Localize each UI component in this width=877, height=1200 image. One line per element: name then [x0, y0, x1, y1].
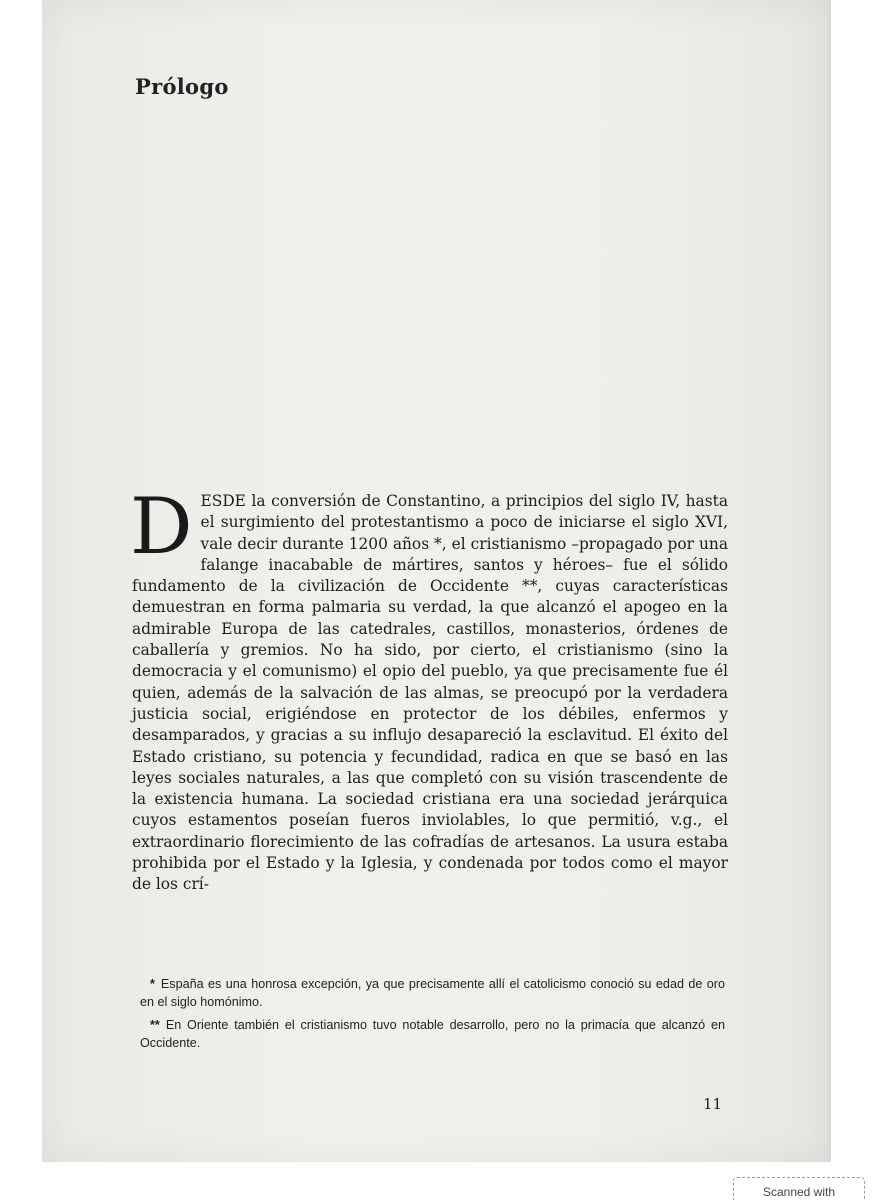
body-paragraph [130, 482, 728, 896]
chapter-title: Prólogo [135, 74, 229, 99]
page-edge [828, 0, 831, 1162]
drop-cap-letter: D [130, 482, 193, 572]
footnote [140, 975, 725, 1011]
scanner-watermark-badge: Scanned with [733, 1177, 865, 1200]
footnotes [140, 975, 725, 1057]
footnote-text: En Oriente también el cristianismo tuvo notable desarrollo, pero no la primacía que alcanzó en Occidente. [140, 1018, 725, 1050]
footnote-mark: ** [150, 1018, 160, 1032]
footnote-mark: * [150, 977, 155, 991]
footnote-text: España es una honrosa excepción, ya que precisamente allí el catolicismo conoció su edad de oro en el siglo homónimo. [140, 977, 725, 1009]
footnote [140, 1016, 725, 1052]
page-number: 11 [703, 1095, 723, 1113]
body-text: ESDE la conversión de Constantino, a principios del siglo IV, hasta el surgimiento del protestantismo a poco de iniciarse el siglo XVI, vale decir durante 1200 años *, el cristianismo –propagado por una falange inacabable de mártires, santos y héroes– fue el sólido fundamento de la civilización de Occidente **, cuyas características demuestran en forma palmaria su verdad, la que alcanzó el apogeo en la admirable Europa de las catedrales, castillos, monasterios, órdenes de caballería y gremios. No ha sido, por cierto, el cristianismo (sino la democracia y el comunismo) el opio del pueblo, ya que precisamente fue él quien, además de la salvación de las almas, se preocupó por la verdadera justicia social, erigiéndose en protector de los débiles, enfermos y desamparados, y gracias a su influjo desapareció la esclavitud. El éxito del Estado cristiano, su potencia y fecundidad, radica en que se basó en las leyes sociales naturales, a las que completó con su visión trascendente de la existencia humana. La sociedad cristiana era una sociedad jerárquica cuyos estamentos poseían fueros inviolables, lo que permitió, v.g., el extraordinario florecimiento de las cofradías de artesanos. La usura estaba prohibida por el Estado y la Iglesia, y condenada por todos como el mayor de los crí- [132, 492, 728, 894]
